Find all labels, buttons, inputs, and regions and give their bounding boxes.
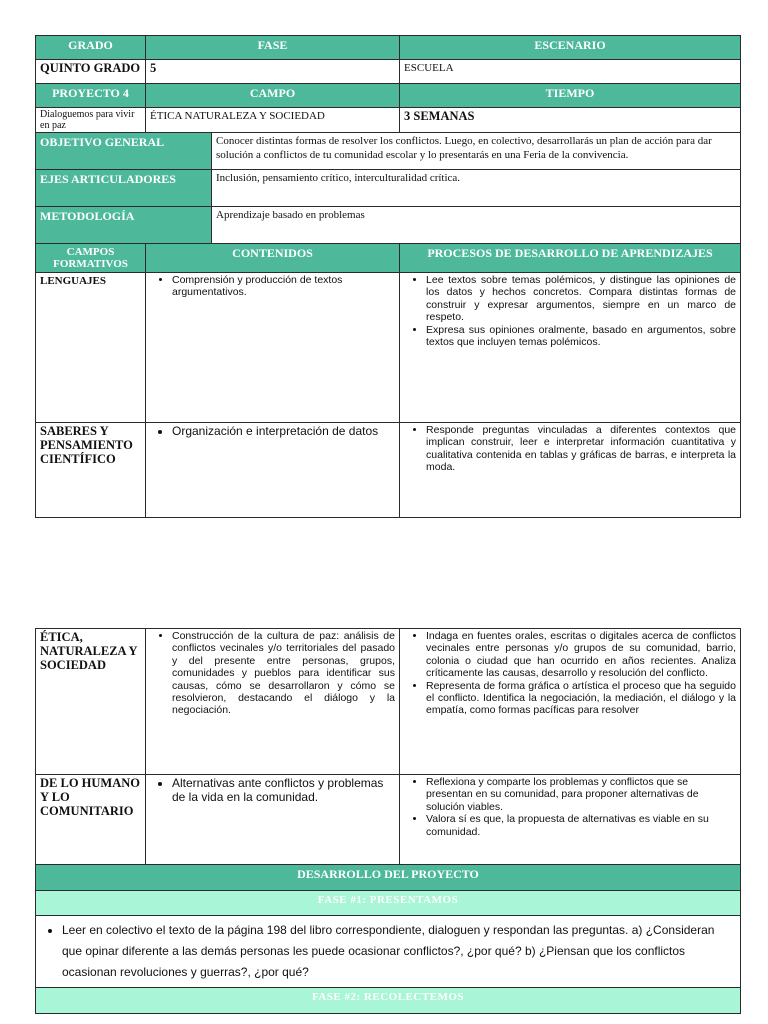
- header-contenidos: CONTENIDOS: [146, 244, 400, 273]
- planning-table-bottom: [35, 628, 741, 1014]
- fase-1-content: [36, 916, 741, 988]
- header-tiempo: TIEMPO: [400, 84, 741, 108]
- list-item: • Indaga en fuentes orales, escritas o digitales acerca de conflictos vecinales entre personas y/o grupos de su comunidad, barrio, colonia o ciudad que han ocurrido en años recientes. Analiza críticamente las causas, desarrollo y resolución del conflicto.: [426, 630, 736, 680]
- objetivo-label: OBJETIVO GENERAL: [36, 133, 212, 170]
- contenidos-saberes: [146, 423, 400, 518]
- proyecto-value: Dialoguemos para vivir en paz: [36, 108, 146, 133]
- header-procesos: PROCESOS DE DESARROLLO DE APRENDIZAJES: [400, 244, 741, 273]
- contenidos-humano: [146, 775, 400, 865]
- list-item: • Representa de forma gráfica o artística el proceso que ha seguido el conflicto. Identifica la negociación, la mediación, el diálogo y la empatía, como formas pacíficas para resolver: [426, 680, 736, 717]
- grado-value: QUINTO GRADO: [36, 60, 146, 84]
- planning-table-top: [35, 35, 741, 518]
- objetivo-value: Conocer distintas formas de resolver los conflictos. Luego, en colectivo, desarrollarás un plan de acción para dar solución a conflictos de tu comunidad escolar y lo presentarás en una Feria de la convivencia.: [212, 133, 741, 170]
- header-fase: FASE: [146, 36, 400, 60]
- list-item: • Lee textos sobre temas polémicos, y distingue las opiniones de los datos y hechos concretos. Compara distintas formas de construir y expresar argumentos, siempre en un marco de respeto.: [426, 274, 736, 324]
- metodologia-label: METODOLOGÍA: [36, 207, 212, 244]
- header-campos-formativos: CAMPOS FORMATIVOS: [36, 244, 146, 273]
- list-item: • Leer en colectivo el texto de la página 198 del libro correspondiente, dialoguen y respondan las preguntas. a) ¿Consideran que opinar diferente a las demás personas les puede ocasionar conflictos?, ¿por qué? b) ¿Piensan que los conflictos ocasionan revoluciones y guerras?, ¿por qué?: [62, 920, 730, 983]
- campo-value: ÉTICA NATURALEZA Y SOCIEDAD: [146, 108, 400, 133]
- campo-etica: ÉTICA, NATURALEZA Y SOCIEDAD: [36, 629, 146, 775]
- list-item: • Alternativas ante conflictos y problemas de la vida en la comunidad.: [172, 776, 395, 804]
- contenidos-lenguajes: [146, 273, 400, 423]
- fase-1-header: FASE #1: PRESENTAMOS: [36, 891, 741, 916]
- list-item: • Organización e interpretación de datos: [172, 424, 395, 438]
- metodologia-value: Aprendizaje basado en problemas: [212, 207, 741, 244]
- list-item: • Expresa sus opiniones oralmente, basado en argumentos, sobre textos que incluyen temas polémicos.: [426, 324, 736, 349]
- campo-humano: DE LO HUMANO Y LO COMUNITARIO: [36, 775, 146, 865]
- ejes-value: Inclusión, pensamiento crítico, interculturalidad crítica.: [212, 170, 741, 207]
- procesos-saberes: [400, 423, 741, 518]
- procesos-etica: [400, 629, 741, 775]
- desarrollo-header: DESARROLLO DEL PROYECTO: [36, 865, 741, 891]
- procesos-lenguajes: [400, 273, 741, 423]
- ejes-label: EJES ARTICULADORES: [36, 170, 212, 207]
- campo-saberes: SABERES Y PENSAMIENTO CIENTÍFICO: [36, 423, 146, 518]
- list-item: • Construcción de la cultura de paz: análisis de conflictos vecinales y/o territoriales del pasado y del presente entre personas, grupos, comunidades y pueblos para identificar sus causas, cómo se desarrollaron y cómo se resolvieron, destacando el diálogo y la negociación.: [172, 630, 395, 717]
- fase-2-header: FASE #2: RECOLECTEMOS: [36, 988, 741, 1014]
- header-campo: CAMPO: [146, 84, 400, 108]
- tiempo-value: 3 SEMANAS: [400, 108, 741, 133]
- header-escenario: ESCENARIO: [400, 36, 741, 60]
- header-grado: GRADO: [36, 36, 146, 60]
- procesos-humano: [400, 775, 741, 865]
- header-proyecto: PROYECTO 4: [36, 84, 146, 108]
- list-item: • Reflexiona y comparte los problemas y conflictos que se presentan en su comunidad, para proponer alternativas de solución viables.: [426, 776, 736, 813]
- list-item: • Responde preguntas vinculadas a diferentes contextos que implican construir, leer e interpretar información cuantitativa y cualitativa contenida en tablas y gráficas de barras, e interpreta la moda.: [426, 424, 736, 474]
- contenidos-etica: [146, 629, 400, 775]
- campo-lenguajes: LENGUAJES: [36, 273, 146, 423]
- list-item: • Valora sí es que, la propuesta de alternativas es viable en su comunidad.: [426, 813, 736, 838]
- fase-value: 5: [146, 60, 400, 84]
- escenario-value: ESCUELA: [400, 60, 741, 84]
- list-item: • Comprensión y producción de textos argumentativos.: [172, 274, 395, 299]
